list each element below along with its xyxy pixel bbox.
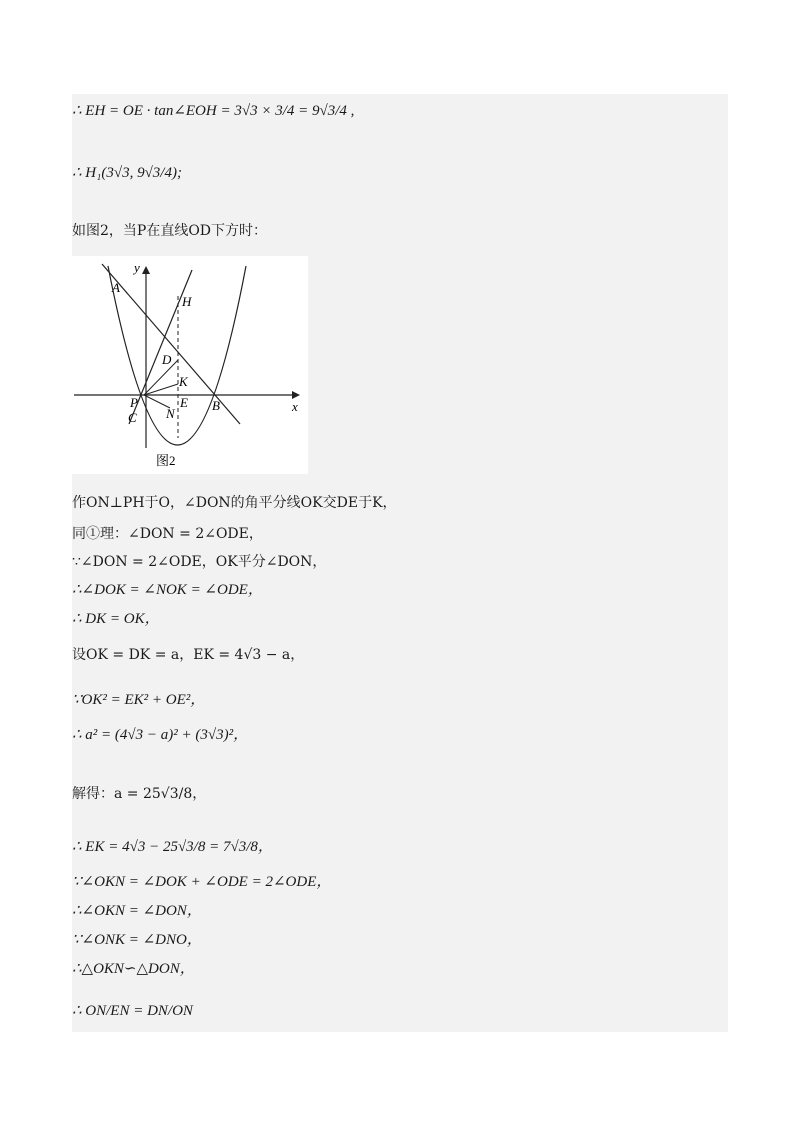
line-15: ∴∠OKN = ∠DON，	[72, 903, 202, 919]
line-11: ∴ a² = (4√3 − a)² + (3√3)²，	[72, 727, 249, 743]
line-13: ∴ EK = 4√3 − 25√3/8 = 7√3/8，	[72, 839, 273, 855]
label-y: y	[134, 260, 140, 275]
line-10: ∵OK² = EK² + OE²，	[72, 692, 206, 708]
figure-2	[72, 256, 308, 474]
line-4: 作ON⊥PH于O，∠DON的角平分线OK交DE于K，	[72, 495, 397, 511]
line-5: 同①理：∠DON = 2∠ODE，	[72, 526, 263, 542]
label-c: C	[128, 410, 137, 425]
label-h: H	[182, 294, 192, 309]
line-16: ∵∠ONK = ∠DNO，	[72, 932, 202, 948]
label-d: D	[162, 352, 172, 367]
line-18: ∴ ON/EN = DN/ON	[72, 1003, 193, 1019]
label-n: N	[166, 406, 175, 421]
label-x: x	[292, 399, 298, 414]
line-8: ∴ DK = OK，	[72, 611, 160, 627]
line-12: 解得：a = 25√3/8，	[72, 786, 207, 802]
line-7: ∴∠DOK = ∠NOK = ∠ODE，	[72, 582, 263, 598]
label-a: A	[112, 280, 120, 295]
line-6: ∵∠DON = 2∠ODE，OK平分∠DON，	[72, 554, 327, 570]
x-axis-arrow	[292, 391, 300, 399]
label-b: B	[212, 398, 220, 413]
figure-svg	[72, 256, 308, 474]
label-e: E	[180, 395, 188, 410]
label-k: K	[179, 374, 188, 389]
label-p: P	[130, 395, 138, 410]
line-9: 设OK = DK = a，EK = 4√3 − a，	[72, 647, 305, 663]
line-1: ∴ EH = OE · tan∠EOH = 3√3 × 3/4 = 9√3/4 ,	[72, 103, 355, 119]
y-axis-arrow	[142, 266, 150, 274]
line-3: 如图2，当P在直线OD下方时：	[72, 223, 268, 239]
line-14: ∵∠OKN = ∠DOK + ∠ODE = 2∠ODE，	[72, 874, 332, 890]
line-2: ∴ H₁(3√3, 9√3/4);	[72, 165, 182, 181]
line-17: ∴△OKN∽△DON，	[72, 961, 195, 977]
figure-caption: 图2	[156, 453, 176, 468]
